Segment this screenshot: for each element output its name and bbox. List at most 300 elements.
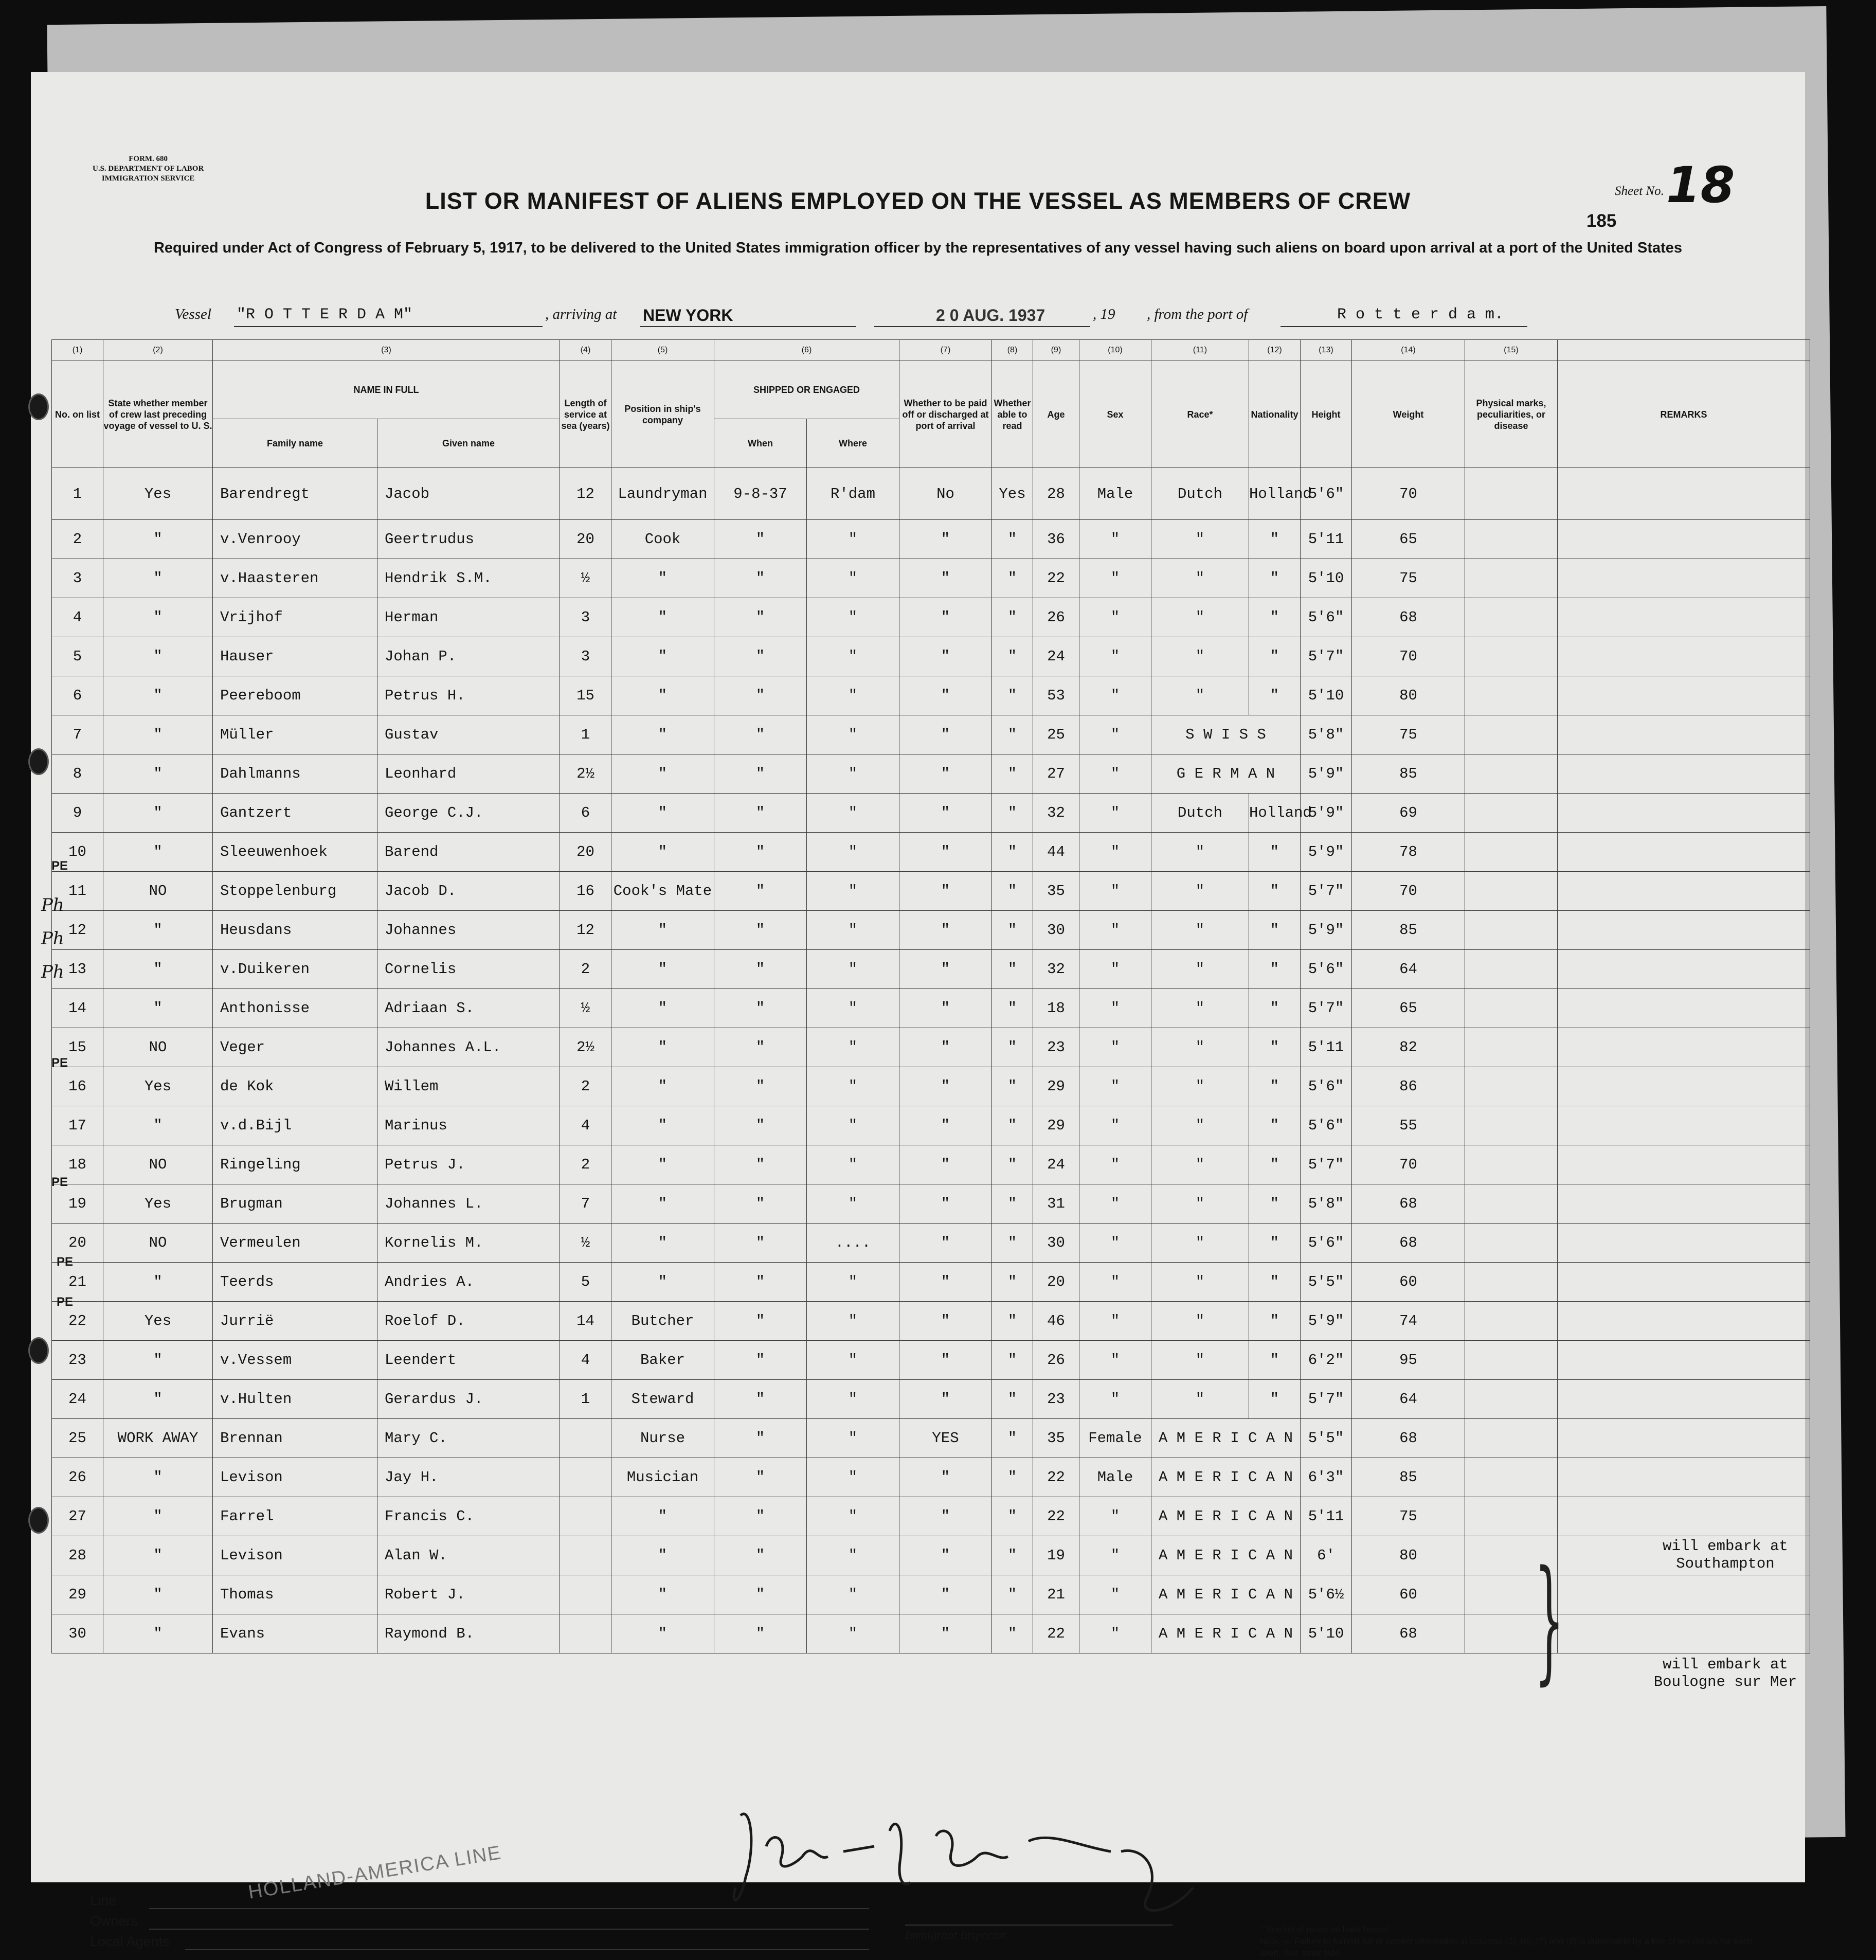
family-name-cell: v.Hulten [213,1380,377,1419]
family-name-cell: Teerds [213,1263,377,1302]
position-cell: Musician [611,1458,714,1497]
position-cell: " [611,833,714,872]
given-name-cell: Raymond B. [377,1614,560,1653]
position-cell: Steward [611,1380,714,1419]
header-shipped: SHIPPED OR ENGAGED [714,361,899,419]
nationality-cell: " [1249,676,1301,715]
height-cell: 5'6" [1301,468,1352,520]
row-number-cell: 1 [52,468,103,520]
family-name-cell: Brennan [213,1419,377,1458]
prev-member-cell: " [103,1263,213,1302]
table-row [52,1224,1810,1263]
row-number-cell: 26 [52,1458,103,1497]
shipped-when-cell: " [714,911,807,950]
sex-cell: " [1079,520,1151,559]
header-paid-off: Whether to be paid off or discharged at port of arrival [899,361,992,468]
col-num: (8) [992,340,1033,361]
nationality-cell: " [1249,1145,1301,1184]
position-cell: " [611,950,714,989]
row-number-cell: 11 [52,872,103,911]
position-cell: " [611,1106,714,1145]
weight-cell: 80 [1352,1536,1465,1575]
family-name-cell: Vrijhof [213,598,377,637]
nationality-cell: " [1249,637,1301,676]
weight-cell: 85 [1352,1458,1465,1497]
able-read-cell: " [992,1419,1033,1458]
vessel-underline [234,325,543,327]
nationality-cell: " [1249,833,1301,872]
remarks-cell [1558,1302,1810,1341]
nationality-cell: " [1249,872,1301,911]
shipped-where-cell: " [807,520,899,559]
sex-cell: Male [1079,1458,1151,1497]
remarks-cell [1558,1028,1810,1067]
row-number-cell: 9 [52,794,103,833]
given-name-cell: Herman [377,598,560,637]
given-name-cell: Petrus J. [377,1145,560,1184]
table-row [52,1302,1810,1341]
binder-hole [28,748,49,775]
age-cell: 30 [1033,911,1079,950]
service-length-cell: 16 [560,872,611,911]
sex-cell: " [1079,1380,1151,1419]
age-cell: 35 [1033,1419,1079,1458]
weight-cell: 65 [1352,520,1465,559]
age-cell: 26 [1033,598,1079,637]
family-name-cell: Levison [213,1458,377,1497]
able-read-cell: " [992,754,1033,794]
family-name-cell: Anthonisse [213,989,377,1028]
shipped-where-cell: " [807,1145,899,1184]
shipped-when-cell: " [714,872,807,911]
shipped-where-cell: " [807,598,899,637]
service-length-cell [560,1575,611,1614]
margin-code: PE [51,1175,68,1189]
col-num: (11) [1151,340,1249,361]
header-name-in-full: NAME IN FULL [213,361,560,419]
table-row [52,1028,1810,1067]
weight-cell: 80 [1352,676,1465,715]
shipped-when-cell: " [714,1263,807,1302]
physical-marks-cell [1465,754,1558,794]
given-name-cell: Mary C. [377,1419,560,1458]
race-cell: " [1151,833,1249,872]
service-length-cell: 2 [560,1145,611,1184]
family-name-cell: de Kok [213,1067,377,1106]
height-cell: 5'10 [1301,676,1352,715]
paid-off-cell: " [899,872,992,911]
header-nationality: Nationality [1249,361,1301,468]
able-read-cell: " [992,1067,1033,1106]
able-read-cell: " [992,520,1033,559]
service-length-cell: 12 [560,468,611,520]
weight-cell: 60 [1352,1263,1465,1302]
prev-member-cell: " [103,676,213,715]
paid-off-cell: " [899,598,992,637]
footnote-races: * See list of races on back hereof. [1260,1925,1391,1934]
race-cell: " [1151,1224,1249,1263]
paid-off-cell: " [899,1575,992,1614]
family-name-cell: Heusdans [213,911,377,950]
row-number-cell: 24 [52,1380,103,1419]
given-name-cell: Johan P. [377,637,560,676]
sex-cell: " [1079,1575,1151,1614]
given-name-cell: Francis C. [377,1497,560,1536]
service-length-cell: 5 [560,1263,611,1302]
weight-cell: 85 [1352,911,1465,950]
family-name-cell: Barendregt [213,468,377,520]
shipped-where-cell: R'dam [807,468,899,520]
able-read-cell: " [992,1536,1033,1575]
row-number-cell: 5 [52,637,103,676]
height-cell: 5'6½ [1301,1575,1352,1614]
weight-cell: 68 [1352,1184,1465,1224]
table-row [52,1263,1810,1302]
paid-off-cell: " [899,1028,992,1067]
race-cell: " [1151,676,1249,715]
position-cell: " [611,1224,714,1263]
paid-off-cell: " [899,950,992,989]
remarks-cell [1558,1614,1810,1653]
shipped-where-cell: " [807,1497,899,1536]
physical-marks-cell [1465,520,1558,559]
row-number-cell: 18 [52,1145,103,1184]
weight-cell: 78 [1352,833,1465,872]
race-cell: " [1151,520,1249,559]
shipped-when-cell: " [714,1575,807,1614]
table-row [52,676,1810,715]
shipped-when-cell: " [714,1106,807,1145]
manifest-sheet [31,72,1805,1958]
physical-marks-cell [1465,559,1558,598]
able-read-cell: " [992,715,1033,754]
service-length-cell: 2½ [560,754,611,794]
remark-southampton: will embark at Southampton [1663,1538,1788,1572]
shipped-where-cell: " [807,1536,899,1575]
row-number-cell: 27 [52,1497,103,1536]
able-read-cell: " [992,637,1033,676]
shipped-when-cell: " [714,1302,807,1341]
remarks-cell [1558,950,1810,989]
from-port-label: , from the port of [1147,306,1248,322]
service-length-cell [560,1614,611,1653]
family-name-cell: Dahlmanns [213,754,377,794]
weight-cell: 86 [1352,1067,1465,1106]
family-name-cell: Sleeuwenhoek [213,833,377,872]
physical-marks-cell [1465,1028,1558,1067]
remarks-cell [1558,598,1810,637]
shipped-where-cell: " [807,559,899,598]
table-row [52,1145,1810,1184]
table-row [52,1419,1810,1458]
sex-cell: " [1079,676,1151,715]
given-name-cell: Jacob D. [377,872,560,911]
shipped-where-cell: " [807,1028,899,1067]
position-cell: Butcher [611,1302,714,1341]
shipped-when-cell: " [714,1341,807,1380]
row-number-cell: 6 [52,676,103,715]
shipped-where-cell: " [807,1419,899,1458]
col-num: (15) [1465,340,1558,361]
shipped-when-cell: " [714,950,807,989]
row-number-cell: 25 [52,1419,103,1458]
able-read-cell: " [992,676,1033,715]
shipped-where-cell: " [807,989,899,1028]
col-num: (1) [52,340,103,361]
col-num: (5) [611,340,714,361]
shipped-when-cell: " [714,794,807,833]
paid-off-cell: " [899,676,992,715]
position-cell: " [611,1575,714,1614]
height-cell: 5'9" [1301,911,1352,950]
able-read-cell: " [992,1497,1033,1536]
race-cell: " [1151,1184,1249,1224]
weight-cell: 69 [1352,794,1465,833]
shipped-where-cell: " [807,1263,899,1302]
header-sex: Sex [1079,361,1151,468]
sex-cell: " [1079,950,1151,989]
shipped-when-cell: 9-8-37 [714,468,807,520]
able-read-cell: " [992,911,1033,950]
paid-off-cell: " [899,1184,992,1224]
race-cell: " [1151,637,1249,676]
service-length-cell: 1 [560,1380,611,1419]
paid-off-cell: " [899,1067,992,1106]
paid-off-cell: " [899,1497,992,1536]
position-cell: " [611,598,714,637]
row-number-cell: 17 [52,1106,103,1145]
vessel-label: Vessel [175,306,211,322]
weight-cell: 74 [1352,1302,1465,1341]
given-name-cell: Willem [377,1067,560,1106]
sex-cell: " [1079,1497,1151,1536]
age-cell: 32 [1033,950,1079,989]
paid-off-cell: " [899,1341,992,1380]
race-cell: S W I S S [1151,715,1301,754]
race-cell: " [1151,559,1249,598]
able-read-cell: " [992,794,1033,833]
header-when: When [714,419,807,468]
family-name-cell: v.Duikeren [213,950,377,989]
remarks-cell [1558,754,1810,794]
physical-marks-cell [1465,911,1558,950]
height-cell: 5'7" [1301,989,1352,1028]
table-row [52,715,1810,754]
service-length-cell [560,1536,611,1575]
position-cell: " [611,1067,714,1106]
given-name-cell: Leonhard [377,754,560,794]
header-given-name: Given name [377,419,560,468]
date-underline [874,325,1090,327]
shipped-where-cell: .... [807,1224,899,1263]
given-name-cell: Robert J. [377,1575,560,1614]
nationality-cell: " [1249,989,1301,1028]
shipped-when-cell: " [714,715,807,754]
height-cell: 5'8" [1301,715,1352,754]
service-length-cell [560,1458,611,1497]
race-cell: Dutch [1151,468,1249,520]
sex-cell: " [1079,1263,1151,1302]
header-where: Where [807,419,899,468]
shipped-when-cell: " [714,1067,807,1106]
physical-marks-cell [1465,950,1558,989]
given-name-cell: Leendert [377,1341,560,1380]
sheet-number: 18 [1666,156,1735,214]
able-read-cell: " [992,559,1033,598]
table-row [52,911,1810,950]
physical-marks-cell [1465,1067,1558,1106]
weight-cell: 75 [1352,559,1465,598]
prev-member-cell: " [103,637,213,676]
given-name-cell: Hendrik S.M. [377,559,560,598]
header-height: Height [1301,361,1352,468]
row-number-cell: 14 [52,989,103,1028]
shipped-where-cell: " [807,754,899,794]
paid-off-cell: " [899,911,992,950]
local-agents-label: Local Agents [90,1934,170,1949]
footnote-block [1260,1923,1754,1959]
remarks-cell [1558,1497,1810,1536]
height-cell: 5'6" [1301,1067,1352,1106]
agents-underline [185,1948,869,1950]
able-read-cell: " [992,1106,1033,1145]
race-cell: " [1151,1145,1249,1184]
nationality-cell: " [1249,1067,1301,1106]
given-name-cell: Johannes L. [377,1184,560,1224]
sex-cell: " [1079,1341,1151,1380]
prev-member-cell: " [103,833,213,872]
service-length-cell: 15 [560,676,611,715]
table-row [52,1106,1810,1145]
remarks-cell [1558,520,1810,559]
nationality-cell: " [1249,559,1301,598]
sex-cell: Male [1079,468,1151,520]
shipped-where-cell: " [807,1106,899,1145]
sex-cell: " [1079,1184,1151,1224]
row-number-cell: 21 [52,1263,103,1302]
table-row [52,520,1810,559]
shipped-when-cell: " [714,598,807,637]
race-cell: " [1151,950,1249,989]
departure-underline [1280,325,1527,327]
sex-cell: " [1079,1028,1151,1067]
weight-cell: 70 [1352,637,1465,676]
sex-cell: " [1079,1224,1151,1263]
service-length-cell: 7 [560,1184,611,1224]
age-cell: 36 [1033,520,1079,559]
nationality-cell: " [1249,1341,1301,1380]
header-no-on-list: No. on list [52,361,103,468]
height-cell: 5'9" [1301,1302,1352,1341]
given-name-cell: Petrus H. [377,676,560,715]
row-number-cell: 16 [52,1067,103,1106]
age-cell: 29 [1033,1106,1079,1145]
sex-cell: Female [1079,1419,1151,1458]
nationality-cell: " [1249,1028,1301,1067]
shipped-where-cell: " [807,676,899,715]
row-number-cell: 29 [52,1575,103,1614]
shipped-when-cell: " [714,637,807,676]
position-cell: " [611,794,714,833]
margin-code: PE [57,1255,74,1269]
physical-marks-cell [1465,715,1558,754]
given-name-cell: Johannes A.L. [377,1028,560,1067]
margin-code: Ph [41,928,64,949]
service-length-cell: 2 [560,950,611,989]
age-cell: 53 [1033,676,1079,715]
margin-code: Ph [41,895,64,915]
given-name-cell: Jacob [377,468,560,520]
sex-cell: " [1079,754,1151,794]
nationality-cell: " [1249,911,1301,950]
paid-off-cell: " [899,1458,992,1497]
service-name: IMMIGRATION SERVICE [101,174,195,183]
service-length-cell: 3 [560,637,611,676]
stamp-number: 185 [1586,211,1617,231]
header-prev-member: State whether member of crew last preceding voyage of vessel to U. S. [103,361,213,468]
race-cell: " [1151,1028,1249,1067]
age-cell: 44 [1033,833,1079,872]
shipped-when-cell: " [714,1145,807,1184]
position-cell: " [611,559,714,598]
table-row [52,598,1810,637]
shipped-when-cell: " [714,833,807,872]
prev-member-cell: " [103,1536,213,1575]
line-underline [149,1907,869,1909]
shipped-where-cell: " [807,715,899,754]
service-length-cell: 2½ [560,1028,611,1067]
table-row [52,1184,1810,1224]
nationality-cell: " [1249,950,1301,989]
weight-cell: 75 [1352,1497,1465,1536]
height-cell: 5'6" [1301,598,1352,637]
departure-port: R o t t e r d a m. [1337,306,1504,323]
remarks-cell [1558,1106,1810,1145]
remark-boulogne: will embark at Boulogne sur Mer [1653,1656,1797,1691]
age-cell: 27 [1033,754,1079,794]
age-cell: 46 [1033,1302,1079,1341]
family-name-cell: Brugman [213,1184,377,1224]
race-cell: Dutch [1151,794,1249,833]
shipped-where-cell: " [807,1575,899,1614]
table-row [52,1067,1810,1106]
service-length-cell: 12 [560,911,611,950]
prev-member-cell: NO [103,1028,213,1067]
position-cell: Cook [611,520,714,559]
row-number-cell: 8 [52,754,103,794]
remarks-cell [1558,1575,1810,1614]
shipped-when-cell: " [714,559,807,598]
prev-member-cell: " [103,715,213,754]
shipped-where-cell: " [807,872,899,911]
age-cell: 32 [1033,794,1079,833]
prev-member-cell: NO [103,1145,213,1184]
col-num: (3) [213,340,560,361]
table-row [52,1341,1810,1380]
col-num: (6) [714,340,899,361]
shipped-where-cell: " [807,1184,899,1224]
nationality-cell: Holland [1249,794,1301,833]
prev-member-cell: Yes [103,1184,213,1224]
remarks-cell [1558,559,1810,598]
able-read-cell: " [992,1458,1033,1497]
paid-off-cell: " [899,1614,992,1653]
header-row [52,361,1810,419]
race-cell: A M E R I C A N [1151,1419,1301,1458]
header-age: Age [1033,361,1079,468]
given-name-cell: Alan W. [377,1536,560,1575]
paid-off-cell: " [899,715,992,754]
